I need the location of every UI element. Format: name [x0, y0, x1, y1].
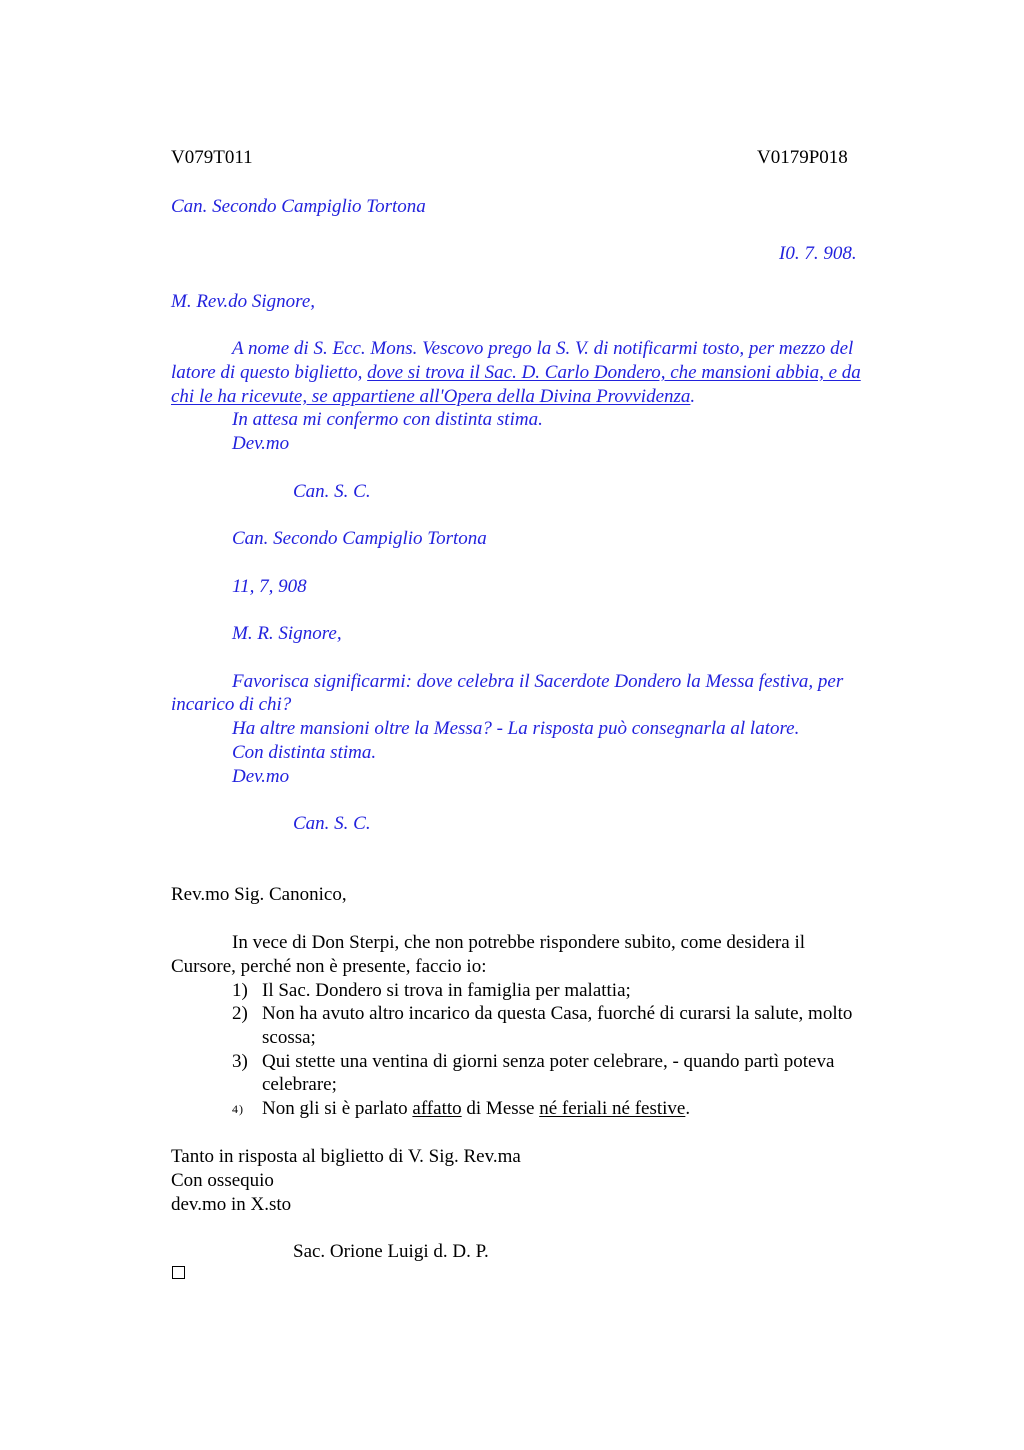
list-item-text: Non gli si è parlato affatto di Messe né feriali né festive.	[262, 1098, 691, 1119]
reply-intro-line2: Cursore, perché non è presente, faccio io:	[171, 956, 487, 977]
reply-closing-line1: Tanto in risposta al biglietto di V. Sig. Rev.ma	[171, 1146, 521, 1167]
reply-intro-line1: In vece di Don Sterpi, che non potrebbe rispondere subito, come desidera il	[232, 932, 805, 953]
letter2-body-line1: Favorisca significarmi: dove celebra il Sacerdote Dondero la Messa festiva, per	[232, 671, 844, 692]
letter1-salutation: M. Rev.do Signore,	[171, 291, 316, 312]
letter1-devmo: Dev.mo	[232, 433, 290, 454]
letter1-date: I0. 7. 908.	[779, 243, 857, 264]
list-item-text-continued: celebrare;	[262, 1074, 337, 1095]
reply-salutation: Rev.mo Sig. Canonico,	[171, 884, 347, 905]
letter1-signature: Can. S. C.	[293, 481, 371, 502]
letter2-body-line2: incarico di chi?	[171, 694, 292, 715]
letter2-date: 11, 7, 908	[232, 576, 307, 597]
list-item-number: 3)	[232, 1051, 248, 1072]
reply-closing-line3: dev.mo in X.sto	[171, 1194, 292, 1215]
letter2-signature: Can. S. C.	[293, 813, 371, 834]
letter1-underlined-question-end: chi le ha ricevute, se appartiene all'Opera della Divina Provvidenza	[171, 386, 691, 407]
underlined-affatto: affatto	[412, 1098, 462, 1119]
underlined-ne-feriali-ne-festive: né feriali né festive	[539, 1098, 686, 1119]
letter2-devmo: Dev.mo	[232, 766, 290, 787]
list-item-number: 1)	[232, 980, 248, 1001]
list-item-text: Qui stette una ventina di giorni senza poter celebrare, - quando partì poteva	[262, 1051, 835, 1072]
letter2-closing: Con distinta stima.	[232, 742, 377, 763]
letter2-body-line3: Ha altre mansioni oltre la Messa? - La risposta può consegnarla al latore.	[232, 718, 800, 739]
letter1-closing: In attesa mi confermo con distinta stima.	[232, 409, 543, 430]
list-item-number: 2)	[232, 1003, 248, 1024]
empty-square-symbol	[172, 1266, 185, 1279]
letter1-sender: Can. Secondo Campiglio Tortona	[171, 196, 426, 217]
letter1-body-line3: chi le ha ricevute, se appartiene all'Opera della Divina Provvidenza.	[171, 386, 696, 407]
reply-signature: Sac. Orione Luigi d. D. P.	[293, 1241, 489, 1262]
list-item-text: Il Sac. Dondero si trova in famiglia per malattia;	[262, 980, 631, 1001]
document-code-right: V0179P018	[757, 147, 848, 168]
document-code-left: V079T011	[171, 147, 253, 168]
reply-closing-line2: Con ossequio	[171, 1170, 274, 1191]
letter1-body-line1: A nome di S. Ecc. Mons. Vescovo prego la S. V. di notificarmi tosto, per mezzo del	[232, 338, 854, 359]
list-item-text-continued: scossa;	[262, 1027, 316, 1048]
letter1-underlined-question: dove si trova il Sac. D. Carlo Dondero, che mansioni abbia, e da	[367, 362, 861, 383]
list-item-number: 4)	[232, 1102, 244, 1116]
list-item-text: Non ha avuto altro incarico da questa Casa, fuorché di curarsi la salute, molto	[262, 1003, 853, 1024]
letter2-sender: Can. Secondo Campiglio Tortona	[232, 528, 487, 549]
letter1-body-line2: latore di questo biglietto, dove si trova il Sac. D. Carlo Dondero, che mansioni abbia, e da	[171, 362, 861, 383]
letter2-salutation: M. R. Signore,	[232, 623, 342, 644]
